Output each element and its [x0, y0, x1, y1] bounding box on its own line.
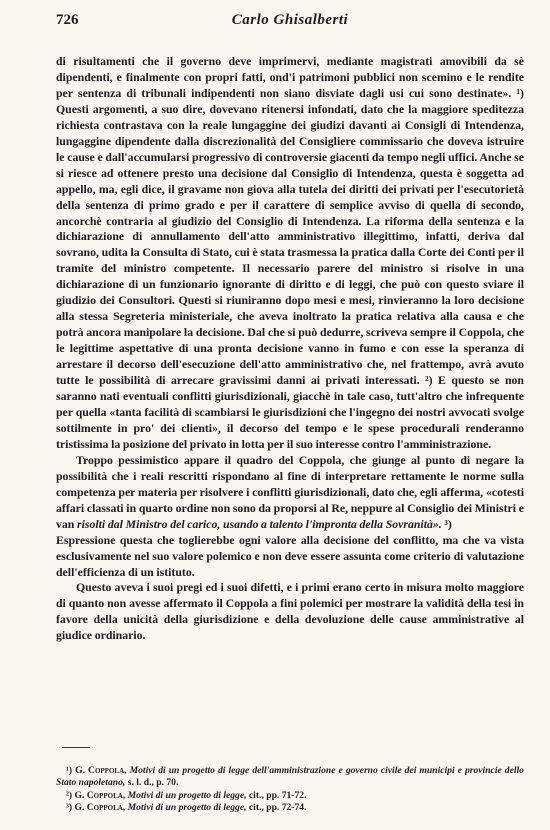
footnote-divider — [62, 747, 90, 748]
footnote-2 — [56, 790, 524, 802]
italic-passage: risolti dal Ministro del carico, usando a talento l'impronta della Sovranità». — [77, 516, 442, 531]
footnote-ref-3: ³) — [441, 516, 452, 531]
footnote-1-mark: ¹) — [66, 765, 73, 776]
page-number: 726 — [56, 12, 79, 28]
footnote-1 — [56, 765, 524, 790]
body-text — [56, 54, 524, 644]
footnote-2-title: Motivi di un progetto di legge, — [127, 789, 247, 801]
running-head: Carlo Ghisalberti — [231, 12, 349, 28]
footnote-3-title: Motivi di un progetto di legge, — [127, 801, 247, 813]
footnote-1-ref: s. l. d., p. 70. — [127, 777, 179, 789]
footnote-2-ref: cit., pp. 71-72. — [248, 789, 307, 801]
paragraph-2-text: Troppo pessimistico appare il quadro del Coppola, che giunge al punto di negare la possibilità che i reali rescritti rispondano al fine di interpretare rettamente le norme sulla competenza per materia per risolvere i conflitti giurisdizionali, dato che, egli afferma, «cotesti affari classati in quarto ordine non sono da proporsi al Re, neppure al Consiglio dei Ministri e van — [56, 452, 524, 531]
footnote-1-title: Motivi di un progetto di legge dell'amministrazione e governo civile dei municipi e provincie dello Stato napoletano, — [56, 765, 524, 789]
paragraph-3: Espressione questa che toglierebbe ogni valore alla decisione del conflitto, ma che va vista esclusivamente nel suo valore polemico e non deve essere assunta come criterio di valutazione dell'efficienza di un istituto. — [56, 532, 524, 579]
paragraph-4: Questo aveva i suoi pregi ed i suoi difetti, e i primi erano certo in misura molto maggiore di quanto non avesse affermato il Coppola a fini polemici per mostrare la validità della tesi in favore della unicità della giurisdizione e della devoluzione delle cause amministrative al giudice ordinario. — [56, 580, 524, 643]
footnote-2-author: G. Coppola, — [74, 789, 126, 801]
footnote-3-mark: ³) — [66, 801, 73, 813]
footnote-2-mark: ²) — [66, 789, 73, 801]
footnotes — [56, 765, 524, 814]
footnote-3-author: G. Coppola, — [74, 801, 126, 813]
footnote-3 — [56, 802, 524, 814]
footnote-1-author: G. Coppola, — [75, 765, 127, 776]
paragraph-1: di risultamenti che il governo deve imprimervi, mediante magistrati amovibili da sè dipendenti, e finalmente con propri fatti, ond'i patrimoni pubblici non scemino e le rendite per sentenza di tribunali indipendenti non siano disviate dagli usi cui sono destinate». ¹) Questi argomenti, a suo dire, dovevano ritenersi infondati, dato che la maggiore speditezza richiesta contrastava con la reale lungaggine dei giudizi davanti ai Consigli di Intendenza, lungaggine dipendente dalla discrezionalità del Consigliere commissario che doveva istruire le cause e dall'accumularsi progressivo di controversie giacenti da tempo negli uffici. Anche se si riesce ad ottenere presto una decisione dal Consiglio di Intendenza, questa è soggetta ad appello, ma, egli dice, il gravame non giova alla tutela dei diritti dei privati per l'esecutorietà della sentenza di primo grado e per il carattere di semplice avviso di quella di secondo, ancorchè contraria al giudizio del Consiglio di Intendenza. La riforma della sentenza e la dichiarazione di annullamento dell'atto amministrativo illegittimo, infatti, deriva dal sovrano, udita la Consulta di Stato, cui è stata trasmessa la pratica dalla Corte dei Conti per il tramite del ministro competente. Il necessario parere del ministro si risolve in una dichiarazione di un funzionario ignorante di diritto e di leggi, che può con questo sviare il giudizio dei Consultori. Questi si riuniranno dopo mesi e mesi, rinvieranno la loro decisione alla stessa Segreteria ministeriale, che aveva inoltrato la pratica relativa alla causa e che potrà ancora manipolare la decisione. Dal che si può dedurre, scriveva sempre il Coppola, che le legittime aspettative di una pronta decisione vanno in fumo e con esse la speranza di arrestare il decorso dell'esecuzione dell'atto amministrativo che, nel frattempo, avrà avuto tutte le possibilità di arrecare gravissimi danni ai privati interessati. ²) E questo se non saranno nati eventuali conflitti giurisdizionali, giacchè in tale caso, tutt'altro che infrequente per quella «tanta facilità di scambiarsi le giurisdizioni che l'ingegno dei nostri avvocati svolge sottilmente in pro' dei clienti», il decorso del tempo e le spese procedurali renderanno tristissima la posizione del privato in lotta per il suo interesse contro l'amministrazione. — [56, 54, 524, 451]
footnote-3-ref: cit., pp. 72-74. — [248, 801, 307, 813]
paragraph-2 — [56, 453, 524, 533]
page-header — [56, 12, 524, 34]
